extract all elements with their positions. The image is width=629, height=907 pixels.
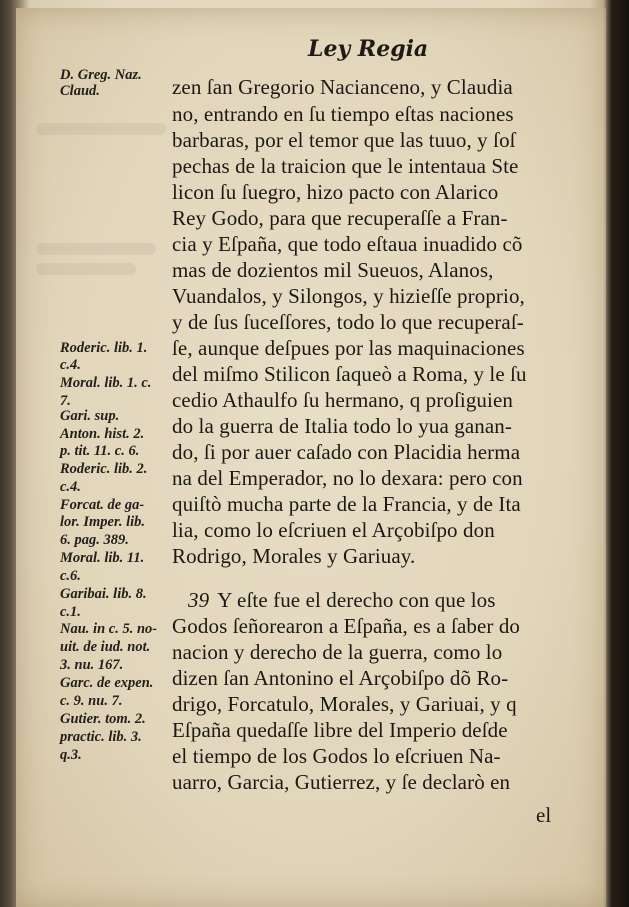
margin-note: c.4. — [60, 479, 81, 495]
margin-note: c.4. — [60, 357, 81, 373]
paragraph-first-line — [188, 588, 588, 613]
body-text-line: zen ſan Gregorio Nacianceno, y Claudia — [172, 75, 513, 99]
margin-note: Gutier. tom. 2. — [60, 711, 146, 727]
margin-note: D. Greg. Naz. — [60, 67, 142, 83]
margin-note: Forcat. de ga- — [60, 497, 145, 513]
margin-note: Moral. lib. 1. c. — [60, 375, 152, 391]
body-text-line: Rey Godo, para que recuperaſſe a Fran- — [172, 206, 508, 230]
catchword: el — [536, 803, 552, 827]
body-text-line: y de ſus ſuceſſores, todo lo que recuperaſ- — [172, 310, 524, 334]
book-gutter-shadow — [603, 0, 629, 907]
show-through-mark — [36, 243, 156, 255]
margin-note: lor. Imper. lib. — [60, 514, 146, 530]
running-head: Ley Regia — [308, 36, 429, 62]
body-text-line: barbaras, por el temor que las tuuo, y ſoſ — [172, 128, 516, 152]
body-text-line: na del Emperador, no lo dexara: pero con — [172, 466, 523, 490]
body-text-line: ſe, aunque deſpues por las maquinaciones — [172, 336, 525, 360]
body-text-line: el tiempo de los Godos lo eſcriuen Na- — [172, 744, 501, 768]
body-text-line: cedio Athaulfo ſu hermano, q proſiguien — [172, 388, 513, 412]
margin-note: 7. — [60, 393, 71, 409]
body-text-line: Rodrigo, Morales y Gariuay. — [172, 544, 416, 568]
margin-note: practic. lib. 3. — [60, 729, 142, 745]
body-text-line: quiſtò mucha parte de la Francia, y de Ita — [172, 492, 521, 516]
margin-note: 3. nu. 167. — [60, 657, 124, 673]
paragraph-number: 39 — [188, 588, 210, 612]
body-text-line: pechas de la traicion que le intentaua Ste — [172, 154, 519, 178]
margin-note: uit. de iud. not. — [60, 639, 151, 655]
margin-note: Gari. sup. — [60, 408, 120, 424]
margin-note: c. 9. nu. 7. — [60, 693, 123, 709]
body-text-line: uarro, Garcia, Gutierrez, y ſe declarò en — [172, 770, 511, 794]
margin-note: Moral. lib. 11. — [60, 550, 145, 566]
margin-note: q.3. — [60, 747, 82, 763]
margin-note: Roderic. lib. 1. — [60, 340, 148, 356]
body-text-line: mas de dozientos mil Sueuos, Alanos, — [172, 258, 494, 282]
show-through-mark — [36, 123, 166, 135]
body-text-line: no, entrando en ſu tiempo eſtas naciones — [172, 102, 514, 126]
body-text-line: do, ſi por auer caſado con Placidia herma — [172, 440, 521, 464]
margin-note: Roderic. lib. 2. — [60, 461, 148, 477]
body-text-line: drigo, Forcatulo, Morales, y Gariuai, y q — [172, 692, 517, 716]
body-text-line: nacion y derecho de la guerra, como lo — [172, 640, 503, 664]
margin-note: c.1. — [60, 604, 81, 620]
margin-note: Claud. — [60, 83, 100, 99]
body-text-line: cia y Eſpaña, que todo eſtaua inuadido cõ — [172, 232, 523, 256]
margin-note: Anton. hist. 2. — [60, 426, 145, 442]
body-text-line: Y eſte fue el derecho con que los — [217, 588, 496, 612]
body-text-line: dizen ſan Antonino el Arçobiſpo dõ Ro- — [172, 666, 509, 690]
body-text-line: Vuandalos, y Silongos, y hizieſſe proprio, — [172, 284, 525, 308]
body-text-line: Godos ſeñorearon a Eſpaña, es a ſaber do — [172, 614, 521, 638]
show-through-mark — [36, 263, 136, 275]
margin-note: Nau. in c. 5. no- — [60, 621, 158, 637]
body-text-line: Eſpaña quedaſſe libre del Imperio deſde — [172, 718, 508, 742]
margin-note: p. tit. 11. c. 6. — [60, 443, 140, 459]
body-text-line: licon ſu ſuegro, hizo pacto con Alarico — [172, 180, 499, 204]
body-text-line: do la guerra de Italia todo lo yua ganan- — [172, 414, 512, 438]
margin-note: Garc. de expen. — [60, 675, 154, 691]
body-text-line: del miſmo Stilicon ſaqueò a Roma, y le ſu — [172, 362, 527, 386]
margin-note: c.6. — [60, 568, 81, 584]
body-text-line: lia, como lo eſcriuen el Arçobiſpo don — [172, 518, 495, 542]
margin-note: 6. pag. 389. — [60, 532, 129, 548]
margin-note: Garibai. lib. 8. — [60, 586, 147, 602]
